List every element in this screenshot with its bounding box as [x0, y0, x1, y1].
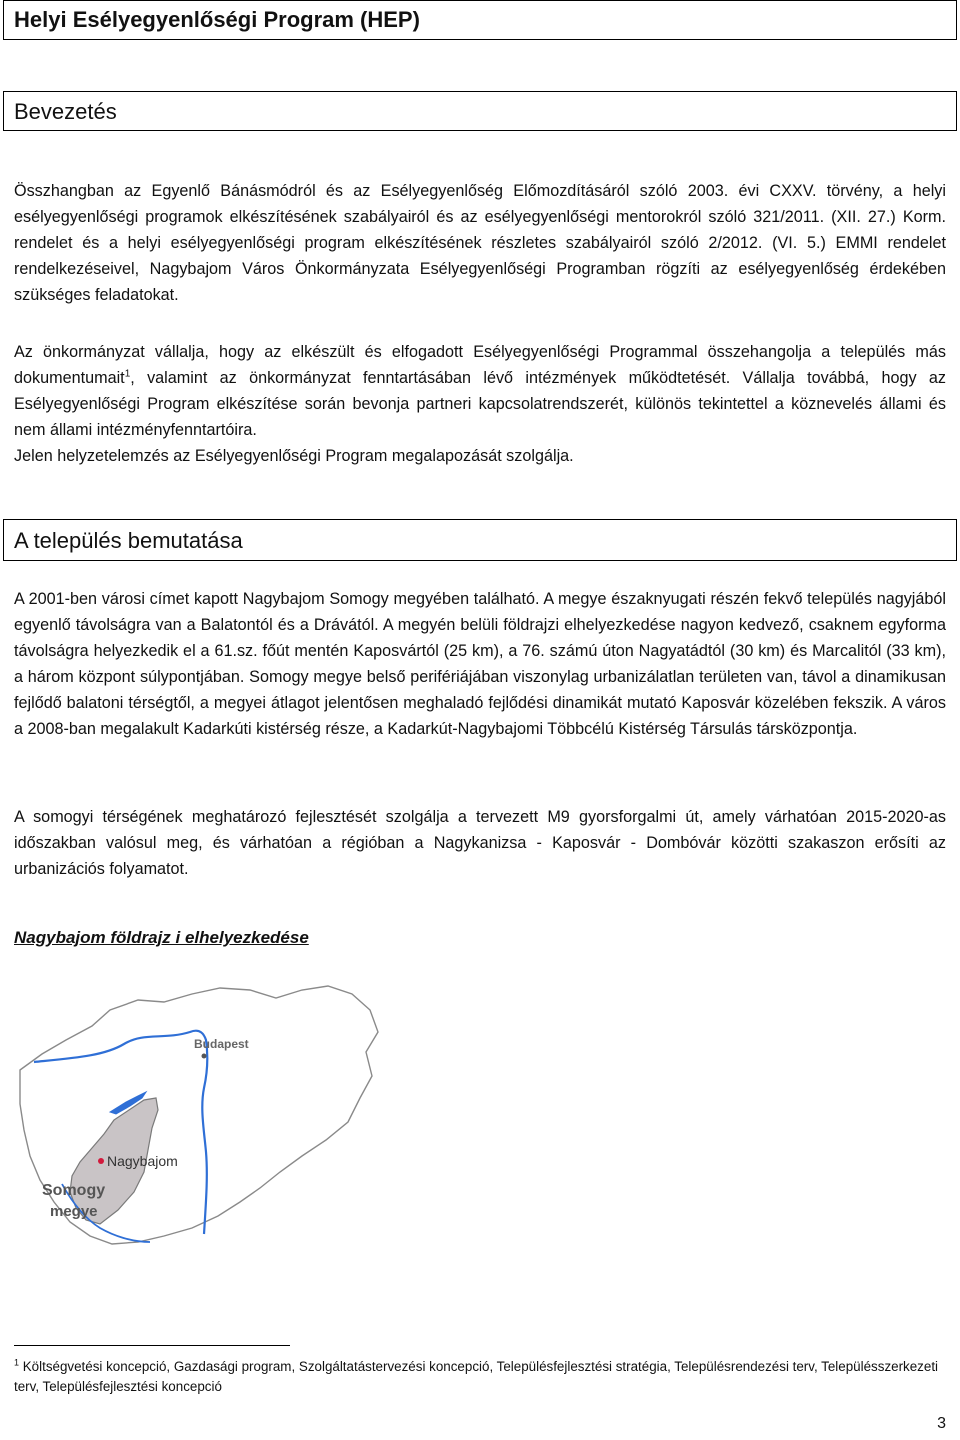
somogy-label-line-2: megye — [50, 1203, 98, 1220]
page-number: 3 — [937, 1415, 946, 1432]
footnote-text: Költségvetési koncepció, Gazdasági program, Szolgáltatástervezési koncepció, Településfejlesztési stratégia, Településrendezési terv, Településszerkezeti terv, Településfejlesztési koncepció — [14, 1359, 939, 1394]
intro-paragraph-3: Jelen helyzetelemzés az Esélyegyenlőségi Program megalapozását szolgálja. — [14, 447, 574, 465]
footnote-divider — [14, 1345, 290, 1346]
section-heading-intro-text: Bevezetés — [14, 99, 117, 124]
budapest-label: Budapest — [194, 1037, 249, 1051]
intro-paragraph-1: Összhangban az Egyenlő Bánásmódról és az Esélyegyenlőség Előmozdításáról szóló 2003. évi CXXV. törvény, a helyi esélyegyenlőségi programok elkészítésének szabályairól és az esélyegyenlőségi mentorokról szóló 321/2011. (XII. 27.) Korm. rendelet és a helyi esélyegyenlőségi program elkészítésének részletes szabályairól szóló 2/2012. (VI. 5.) EMMI rendelet rendelkezéseivel, Nagybajom Város Önkormányzata Esélyegyenlőségi Programban rögzíti az esélyegyenlőség érdekében szükséges feladatokat. — [14, 182, 946, 304]
footnote — [14, 1357, 946, 1397]
page-title — [3, 0, 957, 40]
section-heading-town-text: A település bemutatása — [14, 528, 243, 553]
intro-paragraph-2 — [14, 339, 946, 443]
town-paragraph-1: A 2001-ben városi címet kapott Nagybajom Somogy megyében található. A megye északnyugati részén fekvő település nagyjából egyenlő távolságra van a Balatontól és a Drávától. A megyén belüli földrajzi elhelyezkedése nagyon kedvező, csaknem egyforma távolságra helyezkedik el a 61.sz. főút mentén Kaposvártól (25 km), a 76. számú úton Nagyatádtól (30 km) és Marcalitól (33 km), a három központ súlypontjában. Somogy megye belső perifériájában viszonylag urbanizálatlan területen van, távol a dinamikusan fejlődő balatoni térségtől, a megyei átlagot jelentősen meghaladó fejlődési dinamikát mutató Kaposvár közelében fekszik. A város a 2008-ban megalakult Kadarkúti kistérség része, a Kadarkút-Nagybajomi Többcélú Kistérség Társulás társközpontja. — [14, 590, 946, 738]
intro-paragraph-2-start: Az önkormányzat vállalja, hogy az elkészült és elfogadott Esélyegyenlőségi Programmal összehangolja a település más dokumentumait — [14, 343, 946, 387]
nagybajom-dot — [98, 1158, 104, 1164]
intro-paragraph-2-end: , valamint az önkormányzat fenntartásában lévő intézmények működtetését. Vállalja továbbá, hogy az Esélyegyenlőségi Program elkészítése során bevonja partneri kapcsolatrendszerét, különös tekintettel a köznevelés állami és nem állami intézményfenntartóira. — [14, 369, 946, 439]
somogy-label-line-1: Somogy — [42, 1182, 106, 1199]
page-title-text: Helyi Esélyegyenlőségi Program (HEP) — [14, 7, 420, 32]
footnote-mark: 1 — [14, 1357, 20, 1368]
section-heading-intro — [3, 91, 957, 131]
nagybajom-label: Nagybajom — [107, 1153, 178, 1169]
budapest-dot — [202, 1054, 207, 1059]
footnote-reference[interactable]: 1 — [124, 368, 131, 380]
map-heading: Nagybajom földrajz i elhelyezkedése — [14, 928, 309, 947]
town-paragraph-2: A somogyi térségének meghatározó fejlesztését szolgálja a tervezett M9 gyorsforgalmi út, amely várhatóan 2015-2020-as időszakban valósul meg, és várhatóan a régióban a Nagykanizsa - Kaposvár - Dombóvár közötti szakaszon erősíti az urbanizációs folyamatot. — [14, 808, 946, 878]
section-heading-town — [3, 519, 957, 561]
hungary-map — [14, 980, 384, 1255]
